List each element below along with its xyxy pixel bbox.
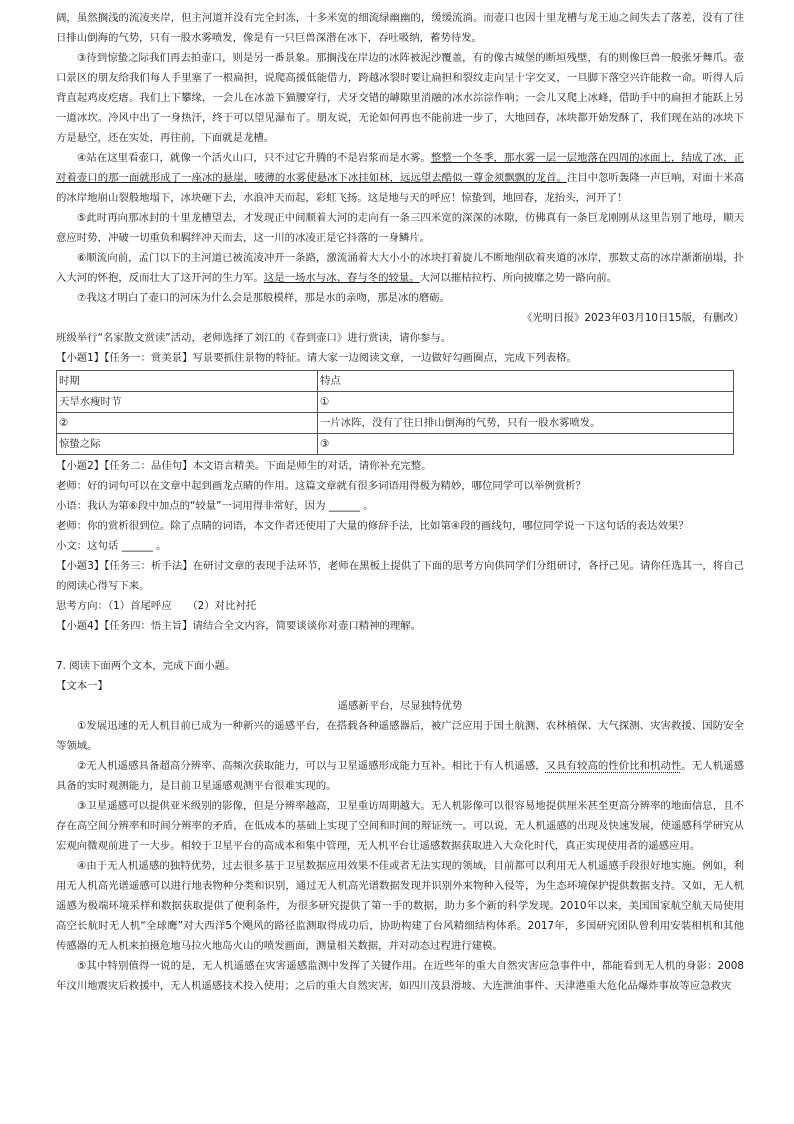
table-row [57, 413, 734, 434]
paragraph-4-text-a: ④站在这里看壶口，就像一个活火山口，只不过它升腾的不是岩浆而是水雾。 [77, 152, 431, 164]
table-header-row [57, 371, 734, 392]
passage-paragraph-3: ③待到惊蛰之际我们再去拍壶口，则是另一番景象。那搁浅在岸边的冰阵被泥沙覆盖，有的像古城堡的断垣残壁，有的则像巨兽一般张牙舞爪。壶口景区的朋友给我们每人手里塞了一根扁担，说爬高援低能借力，跨越冰裂时要让扁担和裂纹走向呈十字交叉，一旦脚下落空兴许能救一命。听得人后背直起鸡皮疙瘩。我们上下攀缘，一会儿在冰盖下猫腰穿行，犬牙交错的罅隙里消融的冰水淙淙作响；一会儿又爬上冰峰，借助手中的扁担才能跃上另一道冰坎。冷风中出了一身热汗，终于可以望见瀑布了。朋友说，无论如何再也不能前进一步了，大地回春，冰块都开始发酥了，我们现在站的冰块下方是悬空，还在实处，再往前，下面就是龙槽。 [56, 52, 744, 144]
table-row [57, 434, 734, 455]
table-header-cell: 时期 [57, 371, 318, 392]
table-cell: ② [57, 413, 318, 434]
text-1-paragraph-1: ①发展迅速的无人机目前已成为一种新兴的遥感平台，在搭载各种遥感器后，被广泛应用于国土航测、农林植保、大气探测、灾害救援、国防安全等领域。 [56, 720, 744, 752]
text-1-paragraph-3: ③卫星遥感可以提供亚米级别的影像，但是分辨率越高，卫星重访周期越大。无人机影像可以很容易地提供厘米甚至更高分辨率的地面信息，且不存在高空间分辨率和时间分辨率的矛盾，在低成本的基础上实现了空间和时间的辩证统一。可以说，无人机遥感的出现及快速发展，使遥感科学研究从宏观向微观前进了一大步。相较于卫星平台的高成本和集中管理，无人机平台让遥感数据获取进入大众化时代，真正实现使用者的遥感应用。 [56, 800, 744, 852]
text-1-paragraph-5: ⑤其中特别值得一说的是，无人机遥感在灾害遥感监测中发挥了关键作用。在近些年的重大自然灾害应急事件中，都能看到无人机的身影：2008年汶川地震灾后救援中，无人机遥感技术投入使用；之后的重大自然灾害，如四川茂县滑坡、大连泄油事件、天津港重大危化品爆炸事故等应急救灾 [56, 960, 744, 992]
paragraph-2-dotted-phrase: 又具有较高的性价比和机动性 [545, 760, 682, 772]
dialogue-teacher-1: 老师：好的词句可以在文章中起到画龙点睛的作用。这篇文章就有很多词语用得极为精妙，哪位同学可以举例赏析？ [56, 480, 586, 492]
paragraph-6-underlined-sentence: 这是一场水与冰、春与冬的较量。 [263, 272, 420, 284]
paragraph-6-text-a: ⑥顺流向前，孟门以下的主河道已被流凌冲开一条路，激流涌着大大小小的冰块打着旋儿不断地削砍着夹道的冰岸，那数丈高的冰岸渐渐崩塌，扑入大河的怀抱，反而壮大了这开河的生力军。 [56, 252, 744, 284]
question-1: 【小题1】【任务一：赏美景】写景要抓住景物的特征。请大家一边阅读文章，一边做好勾画圈点，完成下列表格。 [56, 352, 577, 364]
passage-paragraph-5: ⑤此时再向那冰封的十里龙槽望去，才发现正中间顺着大河的走向有一条三四米宽的深深的冰隙，仿佛真有一条巨龙刚刚从这里告别了地母，顺天意应时势，冲破一切重负和羁绊冲天而去，这一川的冰凌正是它抖落的一身鳞片。 [56, 212, 744, 244]
table-header-cell: 特点 [318, 371, 734, 392]
dialogue-student-1: 小语：我认为第⑥段中加点的“较量”一词用得非常好，因为 ______ 。 [56, 500, 374, 512]
dialogue-teacher-2: 老师：你的赏析很到位。除了点睛的词语，本文作者还使用了大量的修辞手法，比如第④段的画线句，哪位同学说一下这句话的表达效果？ [56, 520, 689, 532]
paragraph-2-text-a: ②无人机遥感具备超高分辨率、高频次获取能力，可以与卫星遥感形成能力互补。相比于有人机遥感， [77, 760, 546, 772]
text-1-title: 遥感新平台，尽显独特优势 [337, 700, 463, 712]
table-cell: 惊蛰之际 [57, 434, 318, 455]
table-cell: ① [318, 392, 734, 413]
table-cell: ③ [318, 434, 734, 455]
activity-intro: 班级举行“名家散文赏读”活动，老师选择了刘江的《春到壶口》进行赏读，请你参与。 [56, 332, 452, 344]
passage-paragraph-continued: 阔，虽然搁浅的流凌夹岸，但主河道并没有完全封冻，十多米宽的细流绿幽幽的，缓缓流淌。而壶口也因十里龙槽与龙王辿之间失去了落差，没有了往日排山倒海的气势，只有一股水雾喷发，像是有一只巨兽深潜在冰下，吞吐吸纳，蓄势待发。 [56, 12, 744, 44]
dialogue-student-2: 小文：这句话 ______ 。 [56, 540, 167, 552]
passage-paragraph-6 [56, 248, 744, 288]
paragraph-4-text-b: 注目中忽听轰隆一声巨响，对面十米高的冰岸地崩山裂般地塌下，冰块砸下去，水浪冲天而起，彩虹飞扬。这是地与天的呼应！惊蛰到，地回春，龙抬头，河开了！ [56, 172, 744, 204]
table-cell: 一片冰阵，没有了往日排山倒海的气势，只有一股水雾喷发。 [318, 413, 734, 434]
paragraph-6-text-b: 大河以摧枯拉朽、所向披靡之势一路向前。 [419, 272, 618, 284]
table-row [57, 392, 734, 413]
question-2: 【小题2】【任务二：品佳句】本文语言精美。下面是师生的对话，请你补充完整。 [56, 460, 432, 472]
text-1-paragraph-4: ④由于无人机遥感的独特优势，过去很多基于卫星数据应用效果不佳或者无法实现的领域，目前都可以利用无人机遥感手段很好地实施。例如，利用无人机高光谱遥感可以进行地表物种分类和识别，通过无人机高光谱数据发现并识别外来物种入侵等，为生态环境保护提供数据支持。又如，无人机遥感为极端环境采样和数据获取提供了便利条件，为很多研究提供了第一手的数据，助力多个新的科学发现。2010年以来，美国国家航空航天局使用高空长航时无人机“全球鹰”对大西洋5个飓风的路径监测取得成功后，协助构建了台风精细结构体系。2017年，多国研究团队曾利用安装相机和其他传感器的无人机来拍摄危地马拉火地岛火山的喷发画面，测量相关数据，并对动态过程进行建模。 [56, 860, 744, 952]
paragraph-4-underlined-sentence: 整整一个冬季，那水雾一层一层地落在四周的冰面上，结成了冰，正对着壶口的那一面就形成了一座冰的悬崖，唛薄的水雾使悬冰下冰挂如林，远远望去酷似一尊金须飘飘的龙首。 [56, 152, 745, 184]
passage-source: 《光明日报》2023年03月10日15版，有删改） [522, 312, 744, 324]
text-1-label: 【文本一】 [56, 680, 108, 692]
text-1-paragraph-2 [56, 756, 744, 796]
question-7-heading: 7. 阅读下面两个文本，完成下面小题。 [56, 660, 236, 672]
section-gap [56, 636, 744, 656]
passage-paragraph-4 [56, 148, 744, 208]
paragraph-2-text-b: 。无人机遥感具备的实时观测能力，是目前卫星遥感观测平台很难实现的。 [56, 760, 745, 792]
passage-paragraph-7: ⑦我这才明白了壶口的河床为什么会是那般模样，那是水的亲吻，那是冰的磨砺。 [77, 292, 450, 304]
question-3: 【小题3】【任务三：析手法】在研讨文章的表现手法环节，老师在黑板上提供了下面的思考方向供同学们分组研讨，各抒己见。请你任选其一，将自己的阅读心得写下来。 [56, 560, 744, 592]
question-4: 【小题4】【任务四：悟主旨】请结合全文内容，简要谈谈你对壶口精神的理解。 [56, 620, 422, 632]
features-table [56, 370, 734, 455]
thinking-directions: 思考方向：（1）首尾呼应 （2）对比衬托 [56, 600, 257, 612]
table-cell: 天旱水瘦时节 [57, 392, 318, 413]
